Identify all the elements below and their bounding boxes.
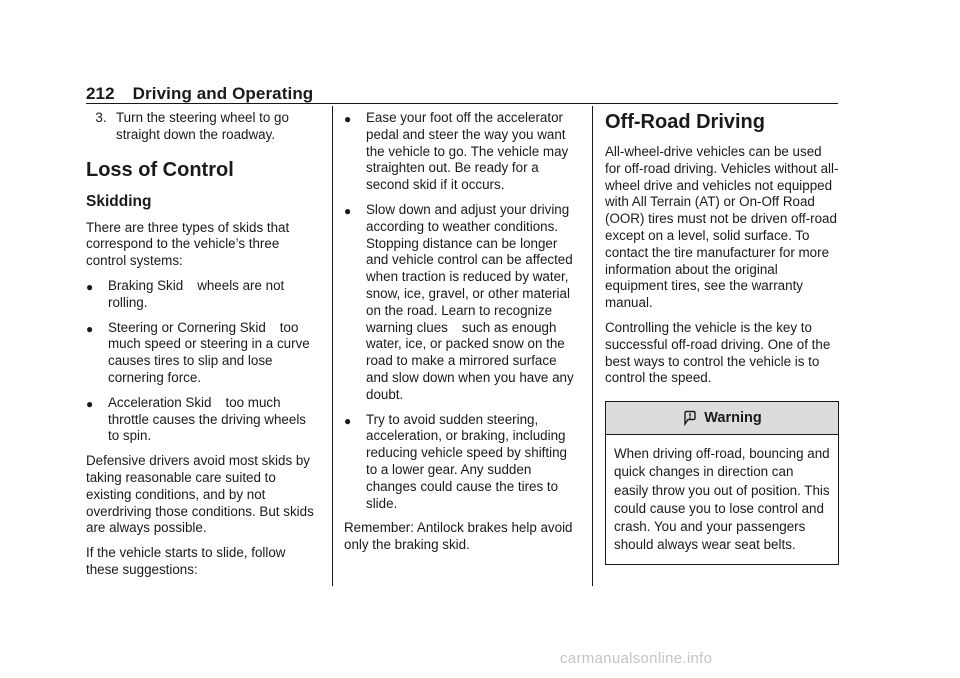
suggestion-text: Slow down and adjust your driving according to weather conditions. Stopping distance can be longer and vehicle control can be affected when traction is reduced by water, snow, ice, gravel, or other material on the road. Learn to recognize warning clues (366, 201, 573, 335)
skid-intro: There are three types of skids that correspond to the vehicle’s three control systems: (86, 219, 290, 269)
suggestion-text: and slow down when you have any doubt. (366, 369, 574, 402)
column-2 (344, 110, 580, 562)
warning-title: Warning (704, 409, 762, 426)
page-number: 212 (86, 84, 115, 103)
heading-loss-of-control: Loss of Control (86, 158, 234, 181)
skid-type-name: Steering or Cornering Skid (108, 319, 266, 335)
column-1 (86, 110, 318, 587)
skid-type-desc: too much speed or steering in a curve causes tires to slip and lose cornering force. (108, 319, 310, 385)
heading-skidding: Skidding (86, 192, 152, 210)
step-text: Turn the steering wheel to go straight down the roadway. (116, 110, 289, 142)
bullet-icon: ● (86, 279, 94, 294)
skid-type-name: Braking Skid (108, 277, 184, 293)
skid-type-desc: wheels are not rolling. (108, 277, 285, 310)
column-3 (605, 110, 839, 565)
header-rule (86, 103, 838, 104)
list-item (344, 202, 580, 404)
section-title: Driving and Operating (132, 84, 314, 103)
bullet-icon: ● (86, 396, 94, 411)
column-divider-1 (332, 106, 333, 586)
skid-type-name: Acceleration Skid (108, 394, 212, 410)
suggestion-text: Ease your foot off the accelerator pedal and steer the way you want the vehicle to go. The vehicle may straighten out. Be ready for a second skid if it occurs. (366, 110, 569, 193)
slide-paragraph: If the vehicle starts to slide, follow these suggestions: (86, 545, 286, 577)
skid-type-desc: too much throttle causes the driving wheels to spin. (108, 394, 306, 444)
warning-box (605, 401, 839, 565)
warning-icon (682, 410, 698, 426)
running-header (86, 84, 313, 104)
offroad-paragraph-2: Controlling the vehicle is the key to successful off-road driving. One of the best ways to control the vehicle is to control the speed. (605, 319, 831, 386)
list-item (344, 412, 580, 513)
bullet-icon: ● (86, 321, 94, 336)
bullet-icon: ● (344, 112, 352, 126)
list-item (86, 395, 318, 445)
suggestion-text: Try to avoid sudden steering, acceleration, or braking, including reducing vehicle speed by shifting to a lower gear. Any sudden changes could cause the tires to slide. (366, 411, 567, 511)
list-item (86, 278, 318, 312)
list-item (344, 110, 580, 194)
remember-paragraph: Remember: Antilock brakes help avoid only the braking skid. (344, 520, 573, 553)
numbered-step-3 (86, 110, 318, 144)
offroad-paragraph-1: All-wheel-drive vehicles can be used for off-road driving. Vehicles without all-wheel drive and vehicles not equipped with All Terrain (AT) or On-Off Road (OOR) tires must not be driven off-road except on a level, solid surface. To contact the tire manufacturer for more information about the original equipment tires, see the warranty manual. (605, 144, 839, 311)
bullet-icon: ● (344, 203, 352, 218)
warning-body: When driving off-road, bouncing and quick changes in direction can easily throw you out of position. This could cause you to lose control and crash. You and your passengers should always wear seat belts. (614, 446, 830, 553)
watermark-footer: carmanualsonline.info (560, 650, 713, 667)
column-divider-2 (592, 106, 593, 586)
heading-off-road-driving: Off-Road Driving (605, 111, 765, 133)
suggestion-text: such as enough water, ice, or packed snow on the road to make a mirrored surface (366, 319, 565, 369)
defensive-paragraph: Defensive drivers avoid most skids by taking reasonable care suited to existing conditions, and by not overdriving those conditions. But skids are always possible. (86, 453, 314, 536)
step-number: 3. (95, 110, 107, 125)
list-item (86, 320, 318, 387)
bullet-icon: ● (344, 413, 352, 428)
warning-header (606, 402, 838, 435)
